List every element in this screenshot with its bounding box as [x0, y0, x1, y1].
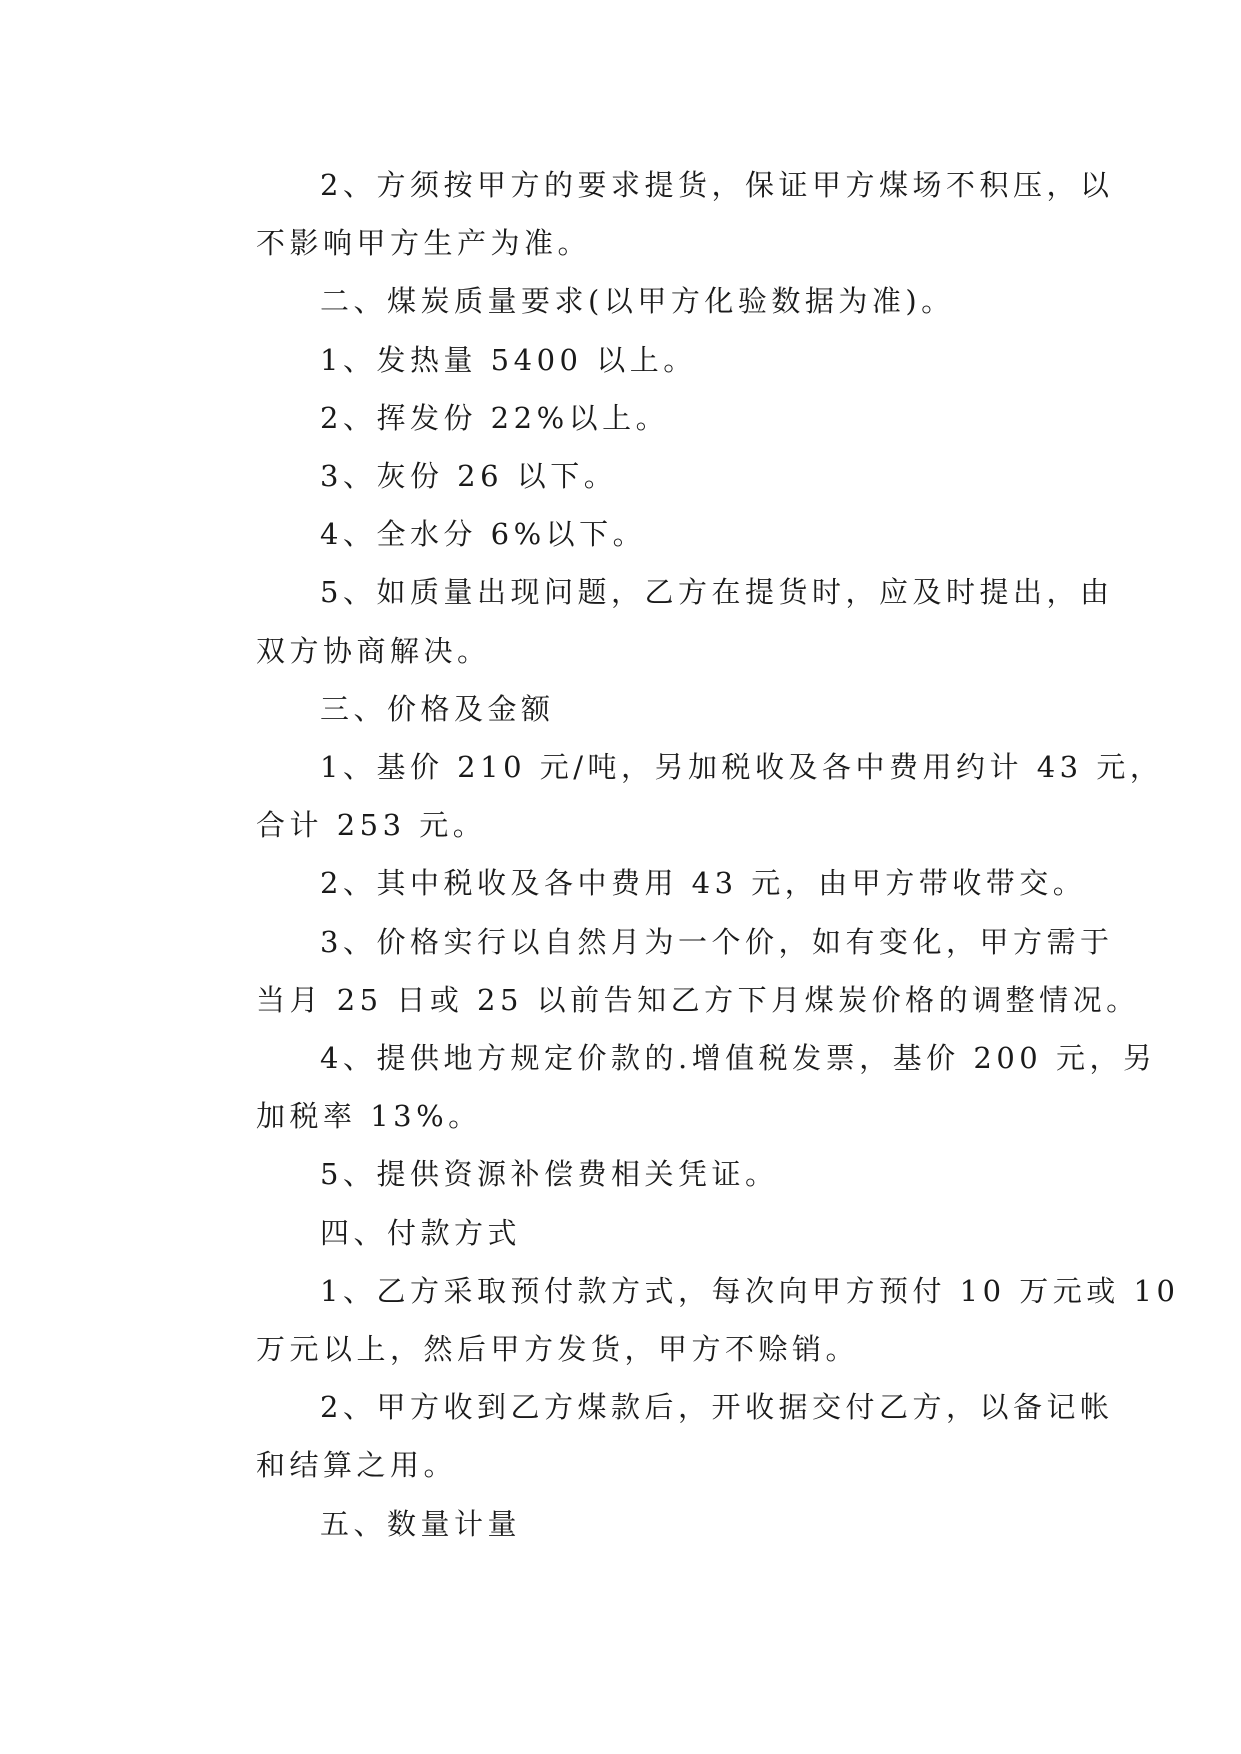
section-heading	[192, 1204, 1050, 1262]
paragraph	[192, 1029, 1157, 1145]
paragraph	[192, 447, 1050, 505]
paragraph	[192, 389, 1050, 447]
paragraph	[192, 913, 1140, 1029]
text-line: 1、基价 210 元/吨，另加税收及各中费用约计 43 元，	[320, 750, 1164, 785]
text-line: 不影响甲方生产为准。	[256, 226, 592, 261]
text-line: 3、灰份 26 以下。	[320, 459, 618, 494]
text-line: 万元以上，然后甲方发货，甲方不赊销。	[256, 1332, 860, 1367]
text-line: 二、煤炭质量要求(以甲方化验数据为准)。	[320, 284, 955, 319]
paragraph	[192, 156, 1114, 272]
text-line: 三、价格及金额	[320, 691, 555, 726]
text-line: 5、如质量出现问题，乙方在提货时，应及时提出，由	[320, 575, 1114, 610]
text-line: 4、全水分 6%以下。	[320, 517, 647, 552]
paragraph	[192, 1145, 1050, 1203]
text-line: 2、其中税收及各中费用 43 元，由甲方带收带交。	[320, 866, 1087, 901]
section-heading	[192, 1495, 1050, 1553]
paragraph	[192, 1262, 1180, 1378]
text-line: 2、方须按甲方的要求提货，保证甲方煤场不积压，以	[320, 168, 1114, 202]
text-line: 合计 253 元。	[256, 808, 487, 843]
text-line: 3、价格实行以自然月为一个价，如有变化，甲方需于	[320, 924, 1114, 959]
text-line: 四、付款方式	[320, 1215, 522, 1250]
text-line: 当月 25 日或 25 以前告知乙方下月煤炭价格的调整情况。	[256, 982, 1140, 1017]
text-line: 4、提供地方规定价款的.增值税发票，基价 200 元，另	[320, 1041, 1157, 1076]
text-line: 双方协商解决。	[256, 633, 491, 668]
text-line: 2、挥发份 22%以上。	[320, 400, 670, 435]
text-line: 1、发热量 5400 以上。	[320, 342, 697, 377]
document-body	[192, 156, 1180, 1553]
text-line: 5、提供资源补偿费相关凭证。	[320, 1157, 779, 1192]
text-line: 1、乙方采取预付款方式，每次向甲方预付 10 万元或 10	[320, 1273, 1180, 1308]
text-line: 五、数量计量	[320, 1506, 522, 1541]
paragraph	[192, 331, 1050, 389]
paragraph	[192, 738, 1164, 854]
text-line: 加税率 13%。	[256, 1099, 482, 1134]
text-line: 和结算之用。	[256, 1448, 458, 1483]
paragraph	[192, 563, 1114, 679]
text-line: 2、甲方收到乙方煤款后，开收据交付乙方，以备记帐	[320, 1390, 1114, 1425]
section-heading	[192, 272, 1050, 330]
section-heading	[192, 680, 1050, 738]
paragraph	[192, 1378, 1114, 1494]
paragraph	[192, 505, 1050, 563]
paragraph	[192, 854, 1087, 912]
